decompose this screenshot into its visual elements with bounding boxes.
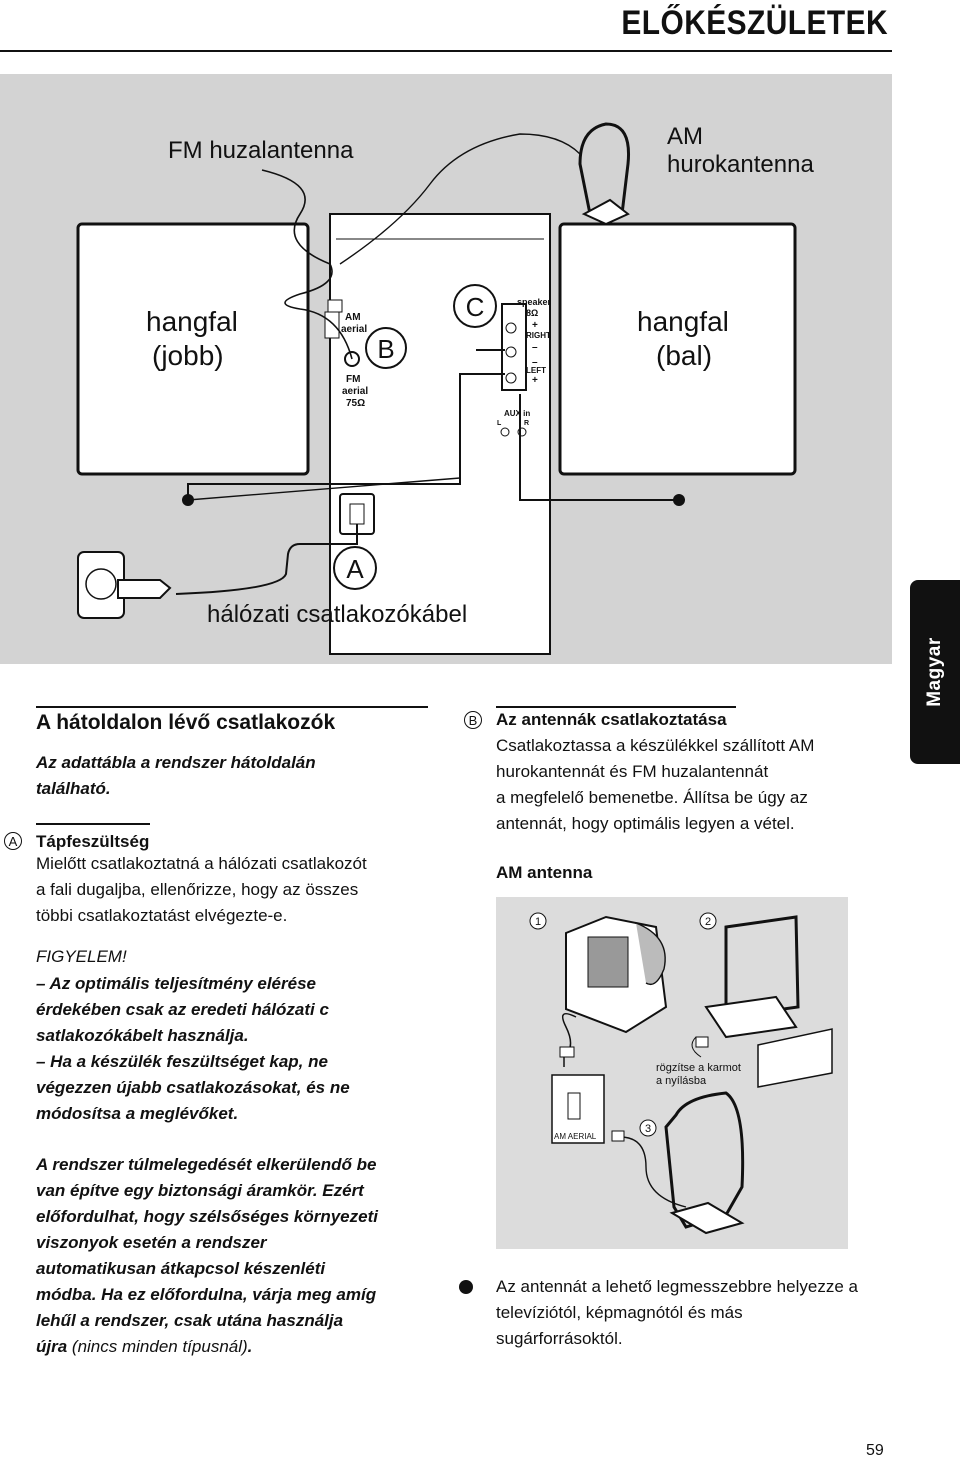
marker-c: C xyxy=(465,292,485,322)
warning-text: érdekében csak az eredeti hálózati c xyxy=(36,1000,329,1019)
mains-cable-label: hálózati csatlakozókábel xyxy=(207,601,468,628)
power-text: a fali dugaljba, ellenőrizze, hogy az összes xyxy=(36,880,359,899)
title-rule xyxy=(0,50,892,52)
fm-aerial-label-3: 75Ω xyxy=(346,398,366,409)
plus-2: + xyxy=(532,375,538,386)
am-antenna-label-2: hurokantenna xyxy=(667,151,814,178)
power-heading: Tápfeszültség xyxy=(36,832,150,851)
step-1: 1 xyxy=(534,916,542,928)
thermal-note: (nincs minden típusnál) xyxy=(67,1337,248,1356)
speaker-jack-label-1: speaker xyxy=(517,297,552,307)
fm-antenna-label: FM huzalantenna xyxy=(168,137,354,164)
thermal-text: előfordulhat, hogy szélsőséges környezeti xyxy=(36,1207,378,1226)
marker-a: A xyxy=(346,554,364,584)
thermal-text: módba. Ha ez előfordulna, várja meg amíg xyxy=(36,1285,377,1304)
am-aerial-label-2: aerial xyxy=(341,324,368,335)
marker-b: B xyxy=(377,334,395,364)
thermal-text: van építve egy biztonsági áramkör. Ezért xyxy=(36,1181,364,1200)
am-antenna-figure xyxy=(496,897,848,1249)
clip-label-2: a nyílásba xyxy=(656,1075,707,1087)
step-2: 2 xyxy=(704,916,712,928)
thermal-text: lehűl a rendszer, csak utána használja xyxy=(36,1311,344,1330)
antenna-text: a megfelelő bemenetbe. Állítsa be úgy az xyxy=(496,788,808,807)
marker-a-circle: A xyxy=(4,832,22,850)
am-antenna-heading: AM antenna xyxy=(496,863,593,882)
speaker-left-label-2: (bal) xyxy=(656,340,713,371)
connection-diagram xyxy=(0,74,892,664)
language-tab xyxy=(910,580,960,764)
antenna-heading: Az antennák csatlakoztatása xyxy=(496,710,727,729)
aux-r-label: R xyxy=(524,420,530,427)
connection-diagram-drawing xyxy=(0,74,892,664)
plus-1: + xyxy=(532,320,538,331)
section-rule xyxy=(496,706,736,708)
thermal-text: automatikusan átkapcsol készenléti xyxy=(36,1259,326,1278)
intro-line: Az adattábla a rendszer hátoldalán xyxy=(36,753,316,772)
power-text: Mielőtt csatlakoztatná a hálózati csatlakozót xyxy=(36,854,367,873)
antenna-text: hurokantennát és FM huzalantennát xyxy=(496,762,769,781)
fm-aerial-label-2: aerial xyxy=(342,386,369,397)
warning-text: – Ha a készülék feszültséget kap, ne xyxy=(36,1052,328,1071)
speaker-left-label-1: hangfal xyxy=(637,306,729,337)
left-label: LEFT xyxy=(526,366,546,375)
speaker-jack-label-2: 8Ω xyxy=(526,308,539,318)
marker-b-circle: B xyxy=(464,711,482,729)
step-3: 3 xyxy=(644,1123,652,1135)
warning-text: – Az optimális teljesítmény elérése xyxy=(36,974,316,993)
aux-l-label: L xyxy=(497,420,502,427)
subsection-rule xyxy=(36,823,150,825)
intro-line: található. xyxy=(36,779,111,798)
speaker-right-label-1: hangfal xyxy=(146,306,238,337)
thermal-text: A rendszer túlmelegedését elkerülendő be xyxy=(36,1155,377,1174)
section-rule xyxy=(36,706,428,708)
thermal-text: viszonyok esetén a rendszer xyxy=(36,1233,267,1252)
bullet xyxy=(459,1280,473,1294)
antenna-text: antennát, hogy optimális legyen a vétel. xyxy=(496,814,795,833)
am-antenna-label-1: AM xyxy=(667,123,703,150)
thermal-text: újra xyxy=(36,1337,68,1356)
placement-text: Az antennát a lehető legmesszebbre helyezze a xyxy=(496,1277,858,1296)
am-antenna-drawing xyxy=(496,897,848,1249)
minus-1: – xyxy=(532,342,538,353)
clip-label-1: rögzítse a karmot xyxy=(656,1062,741,1074)
aux-in-label: AUX in xyxy=(504,409,531,418)
speaker-right-label-2: (jobb) xyxy=(152,340,224,371)
right-label: RIGHT xyxy=(526,331,551,340)
warning-heading: FIGYELEM! xyxy=(36,947,127,966)
section-heading: A hátoldalon lévő csatlakozók xyxy=(36,711,336,734)
power-text: többi csatlakoztatást elvégezte-e. xyxy=(36,906,288,925)
am-aerial-label: AM AERIAL xyxy=(554,1132,597,1141)
warning-text: satlakozókábelt használja. xyxy=(36,1026,249,1045)
thermal-last-line xyxy=(36,1334,252,1360)
placement-text: televíziótól, képmagnótól és más xyxy=(496,1303,743,1322)
warning-text: végezzen újabb csatlakozásokat, és ne xyxy=(36,1078,350,1097)
page-number: 59 xyxy=(866,1442,884,1459)
warning-text: módosítsa a meglévőket. xyxy=(36,1104,239,1123)
language-tab-label: Magyar xyxy=(924,637,945,707)
placement-text: sugárforrásoktól. xyxy=(496,1329,623,1348)
am-aerial-label-1: AM xyxy=(345,312,361,323)
fm-aerial-label-1: FM xyxy=(346,374,361,385)
antenna-text: Csatlakoztassa a készülékkel szállított AM xyxy=(496,736,815,755)
minus-2: – xyxy=(532,357,538,368)
thermal-period: . xyxy=(247,1337,253,1356)
page-title: ELŐKÉSZÜLETEK xyxy=(621,4,888,42)
